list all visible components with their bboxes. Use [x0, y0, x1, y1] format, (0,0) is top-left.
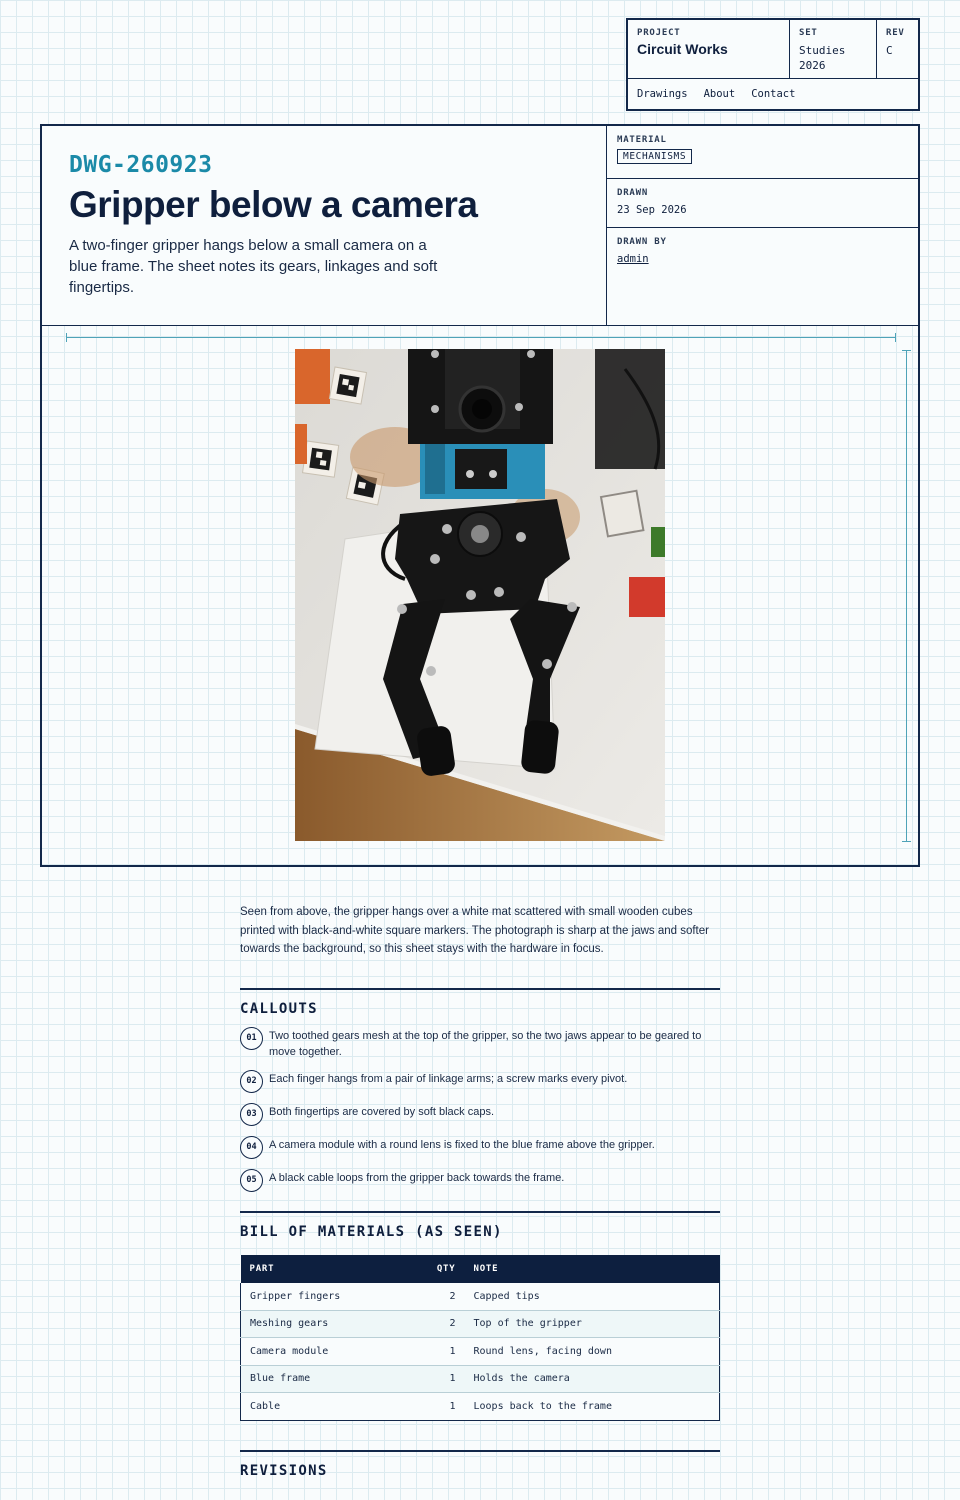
page-title: Gripper below a camera: [69, 184, 478, 225]
cell-qty: 1: [409, 1365, 465, 1393]
nav-about[interactable]: About: [703, 88, 736, 100]
lede: A two-finger gripper hangs below a small camera on a blue frame. The sheet notes its gears, linkages and soft fingertips.: [69, 237, 438, 296]
cell-note: Round lens, facing down: [465, 1338, 720, 1366]
project-name[interactable]: Circuit Works: [637, 41, 728, 57]
height-dimension-line: [906, 350, 907, 842]
drawn-by-label: DRAWN BY: [617, 237, 667, 247]
set-label: SET: [799, 28, 818, 38]
cell-part: Gripper fingers: [241, 1283, 409, 1311]
callout-text: Each finger hangs from a pair of linkage arms; a screw marks every pivot.: [269, 1072, 628, 1085]
drawn-date: 23 Sep 2026: [617, 204, 687, 216]
col-qty: QTY: [409, 1255, 465, 1283]
material-tag[interactable]: MECHANISMS: [617, 149, 692, 164]
project-label: PROJECT: [637, 28, 681, 38]
site-nav: [628, 79, 918, 109]
bom-table: [240, 1255, 720, 1421]
cell-qty: 2: [409, 1283, 465, 1311]
col-note: NOTE: [465, 1255, 720, 1283]
cell-note: Loops back to the frame: [465, 1393, 720, 1421]
width-dimension-line: [66, 337, 896, 338]
table-row: [241, 1393, 720, 1421]
callout-text: Both fingertips are covered by soft black caps.: [269, 1105, 495, 1118]
cell-part: Camera module: [241, 1338, 409, 1366]
table-row: [241, 1310, 720, 1338]
table-row: [241, 1365, 720, 1393]
callout-number: 03: [240, 1103, 263, 1126]
table-row: [241, 1283, 720, 1311]
callout-number: 04: [240, 1136, 263, 1159]
set-value: Studies 2026: [799, 44, 846, 72]
drawing-sheet: [40, 124, 920, 867]
figure-area: [42, 326, 918, 865]
rev-value: C: [886, 44, 893, 57]
bom-header-row: [241, 1255, 720, 1283]
drawn-label: DRAWN: [617, 188, 649, 198]
cell-qty: 1: [409, 1393, 465, 1421]
callout-text: Two toothed gears mesh at the top of the gripper, so the two jaws appear to be geared to move together.: [269, 1029, 702, 1058]
callout-item: [240, 1136, 720, 1159]
revisions-section: [240, 1450, 720, 1479]
callout-item: [240, 1169, 720, 1192]
callout-number: 01: [240, 1027, 263, 1050]
callout-text: A camera module with a round lens is fixed to the blue frame above the gripper.: [269, 1138, 655, 1151]
callout-number: 05: [240, 1169, 263, 1192]
bom-title: BILL OF MATERIALS (AS SEEN): [240, 1223, 503, 1240]
callout-item: [240, 1070, 720, 1093]
material-label: MATERIAL: [617, 135, 667, 145]
sheet-body: [240, 903, 720, 1479]
gripper-photo: [295, 349, 665, 841]
title-block: [626, 18, 920, 111]
cell-part: Blue frame: [241, 1365, 409, 1393]
description: Seen from above, the gripper hangs over a white mat scattered with small wooden cubes printed with black-and-white square markers. The photograph is sharp at the jaws and softer towards the background, so this sheet stays with the hardware in focus.: [240, 906, 709, 955]
sheet-header: [42, 126, 918, 326]
callout-item: [240, 1027, 720, 1060]
bom-section: [240, 1211, 720, 1421]
table-row: [241, 1338, 720, 1366]
nav-contact[interactable]: Contact: [751, 88, 796, 100]
cell-qty: 1: [409, 1338, 465, 1366]
cell-note: Capped tips: [465, 1283, 720, 1311]
author-link[interactable]: admin: [617, 253, 649, 265]
cell-part: Cable: [241, 1393, 409, 1421]
drawing-number: DWG-260923: [69, 152, 213, 178]
cell-note: Top of the gripper: [465, 1310, 720, 1338]
rev-label: REV: [886, 28, 905, 38]
cell-note: Holds the camera: [465, 1365, 720, 1393]
col-part: PART: [241, 1255, 409, 1283]
cell-part: Meshing gears: [241, 1310, 409, 1338]
callout-list: [240, 1027, 720, 1192]
revisions-title: REVISIONS: [240, 1462, 328, 1479]
callouts-section: [240, 988, 720, 1192]
callout-item: [240, 1103, 720, 1126]
cell-qty: 2: [409, 1310, 465, 1338]
callout-text: A black cable loops from the gripper back towards the frame.: [269, 1171, 565, 1184]
callout-number: 02: [240, 1070, 263, 1093]
callouts-title: CALLOUTS: [240, 1000, 318, 1017]
nav-drawings[interactable]: Drawings: [637, 88, 688, 100]
